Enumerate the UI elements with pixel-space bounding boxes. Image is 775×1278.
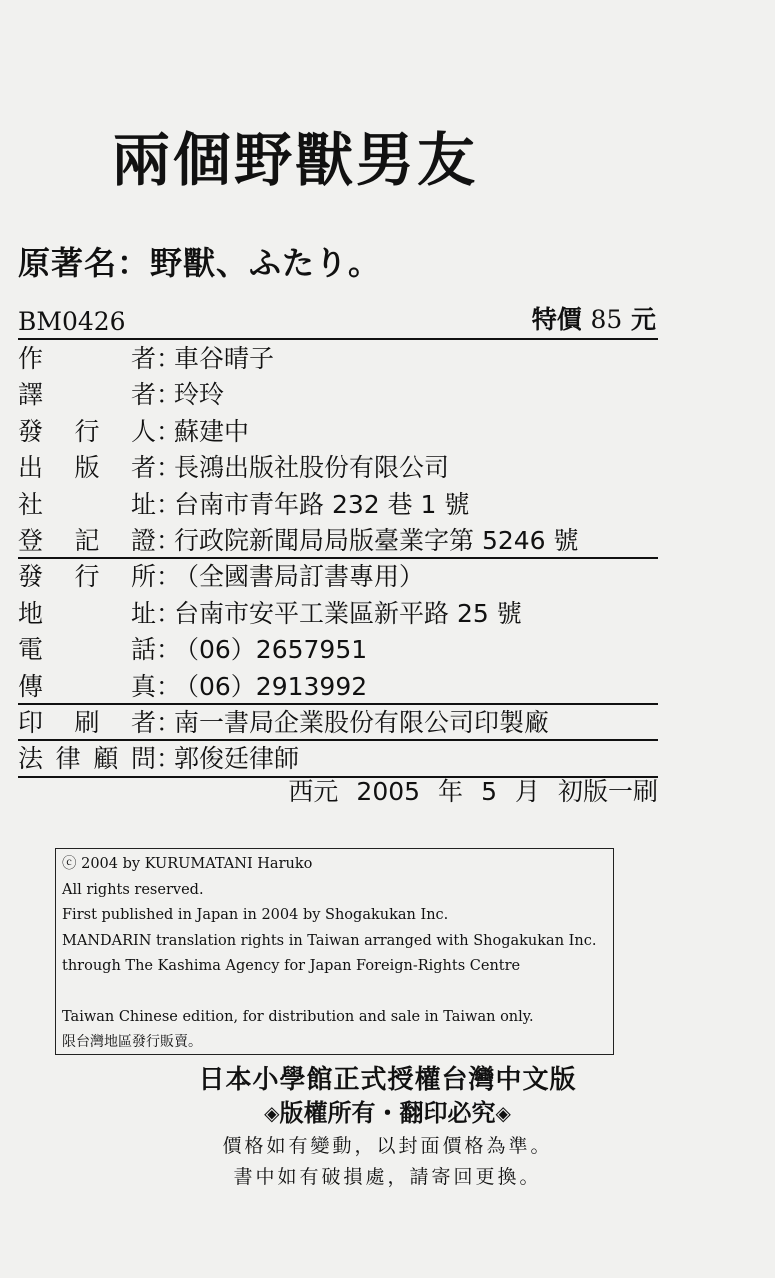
- info-value: 郭俊廷律師: [174, 744, 300, 774]
- info-value: 蘇建中: [174, 416, 250, 446]
- code-price-row: [18, 304, 658, 340]
- info-label: 登記證: [18, 525, 156, 555]
- authorization-notice: 日本小學館正式授權台灣中文版: [198, 1065, 577, 1095]
- info-row-issuer: [18, 413, 658, 449]
- info-value: 車谷晴子: [174, 344, 275, 373]
- edition-scope-line: Taiwan Chinese edition, for distribution and sale in Taiwan only.: [62, 1008, 534, 1025]
- date-era: 西元: [288, 777, 339, 806]
- info-label: 印刷者: [18, 707, 156, 737]
- info-row-company-address: [18, 486, 658, 522]
- info-row-author: [18, 340, 658, 376]
- info-colon: ：: [156, 525, 182, 555]
- info-row-address: [18, 595, 658, 631]
- first-published-line: First published in Japan in 2004 by Shogakukan Inc.: [62, 907, 449, 923]
- region-restriction-line: 限台灣地區發行販賣。: [62, 1034, 202, 1050]
- info-value: 長鴻出版社股份有限公司: [174, 453, 450, 483]
- info-label: 發行所: [18, 562, 156, 592]
- info-row-distributor: [18, 558, 658, 594]
- info-row-phone: [18, 631, 658, 667]
- info-value: 行政院新聞局局版臺業字第 5246 號: [174, 525, 579, 555]
- info-colon: ：: [156, 671, 182, 701]
- diamond-icon: ◈: [495, 1101, 511, 1125]
- book-title: 兩個野獸男友: [112, 126, 479, 194]
- info-row-publisher: [18, 449, 658, 485]
- info-label: 電話: [18, 635, 156, 665]
- price-unit: 元: [630, 305, 656, 334]
- info-label: 出版者: [18, 453, 156, 483]
- info-value: 台南市青年路 232 巷 1 號: [174, 489, 470, 519]
- info-row-fax: [18, 668, 658, 704]
- date-year: 2005: [356, 777, 421, 806]
- date-year-unit: 年: [438, 777, 464, 806]
- price: [532, 300, 656, 336]
- damage-return-note: 書中如有破損處，請寄回更換。: [233, 1166, 542, 1188]
- info-label: 傳真: [18, 671, 156, 701]
- info-colon: ：: [156, 416, 182, 446]
- info-label: 法律顧問: [18, 744, 156, 774]
- info-colon: ：: [156, 562, 182, 592]
- info-row-printer: [18, 704, 658, 740]
- info-colon: ：: [156, 489, 182, 519]
- info-value: （06）2657951: [174, 635, 368, 665]
- info-value: 台南市安平工業區新平路 25 號: [174, 598, 522, 628]
- price-label: 特價: [531, 305, 582, 334]
- info-value: 南一書局企業股份有限公司印製廠: [174, 707, 550, 737]
- book-code: BM0426: [18, 307, 126, 336]
- info-value: （全國書局訂書專用）: [174, 562, 425, 592]
- info-label: 發行人: [18, 416, 156, 446]
- price-change-note: 價格如有變動，以封面價格為準。: [222, 1135, 553, 1157]
- info-value: （06）2913992: [174, 671, 368, 701]
- info-row-translator: [18, 376, 658, 412]
- date-month-unit: 月: [514, 777, 540, 806]
- info-label: 作者: [18, 344, 156, 373]
- spacer: [62, 980, 613, 1005]
- info-colon: ：: [156, 453, 182, 483]
- publication-date: [18, 772, 658, 812]
- info-row-registration: [18, 522, 658, 558]
- info-colon: ：: [156, 744, 182, 774]
- copyright-line: ⓒ 2004 by KURUMATANI Haruko: [62, 856, 313, 872]
- original-title: 原著名：野獸、ふたり。: [18, 244, 382, 282]
- info-colon: ：: [156, 598, 182, 628]
- publication-info: [18, 340, 658, 777]
- price-value: 85: [590, 305, 623, 334]
- info-value: 玲玲: [174, 380, 225, 410]
- translation-rights-line: MANDARIN translation rights in Taiwan arranged with Shogakukan Inc.: [62, 932, 597, 949]
- info-label: 地址: [18, 598, 156, 628]
- info-colon: ：: [156, 344, 182, 373]
- rights-notice-row: [0, 1096, 775, 1130]
- info-label: 社址: [18, 489, 156, 519]
- edition: 初版一刷: [557, 777, 658, 806]
- rights-notice: 版權所有・翻印必究: [279, 1099, 496, 1127]
- info-label: 譯者: [18, 380, 156, 410]
- date-month: 5: [481, 777, 497, 806]
- rights-reserved-line: All rights reserved.: [62, 881, 204, 898]
- copyright-box: [55, 848, 614, 1055]
- diamond-icon: ◈: [264, 1101, 280, 1125]
- info-colon: ：: [156, 380, 182, 410]
- info-colon: ：: [156, 635, 182, 665]
- info-colon: ：: [156, 707, 182, 737]
- agency-line: through The Kashima Agency for Japan Foreign-Rights Centre: [62, 958, 521, 974]
